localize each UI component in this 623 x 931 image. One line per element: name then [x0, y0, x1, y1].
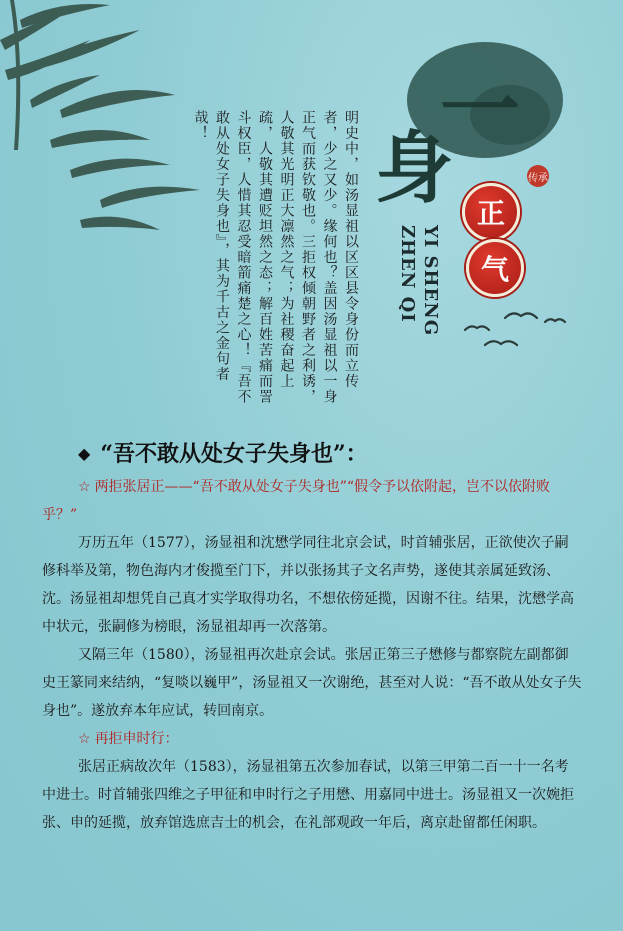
pinyin-line-1: YI SHENG	[420, 225, 441, 337]
section-heading-text: “吾不敢从处女子失身也”：	[100, 441, 368, 467]
intro-vertical-text	[189, 110, 361, 410]
paragraph-3: 张居正病故次年（1583），汤显祖第五次参加春试，以第三甲第二百一十一名考中进士。时首辅张四维之子甲征和申时行之子用懋、用嘉同中进士。汤显祖又一次婉拒张、申的延揽，放弃馆选庶吉士的机会，在礼部观政一年后，离京赴留都任闲职。	[42, 759, 574, 831]
subheading-first-refusal	[42, 473, 582, 529]
diamond-bullet-icon: ◆	[78, 444, 91, 463]
paragraph-1: 万历五年（1577），汤显祖和沈懋学同往北京会试，时首辅张居，正欲使次子嗣修科举及第，物色海内才俊揽至门下，并以张扬其子文名声势，遂使其亲属延致汤、沈。汤显祖却想凭自己真才实学取得功名，不想依傍延揽，因谢不往。结果，沈懋学高中状元，张嗣修为榜眼，汤显祖却再一次落第。	[42, 535, 574, 635]
small-seal-stamp: 传承	[527, 165, 549, 187]
title-char-shen: 身	[375, 123, 454, 214]
seal-zheng: 正	[462, 183, 520, 241]
paragraph-2: 又隔三年（1580），汤显祖再次赴京会试。张居正第三子懋修与都察院左副都御史王篆同来结纳，“复啖以巍甲”，汤显祖又一次谢绝，甚至对人说：“吾不敢从处女子失身也”。遂放弃本年应试，转回南京。	[42, 647, 582, 719]
birds-decoration	[455, 300, 575, 360]
intro-paragraph: 明史中，如汤显祖以区区县令身份而立传者，少之又少。缘何也？盖因汤显祖以一身正气而获钦敬也。三拒权倾朝野者之利诱，人敬其光明正大凛然之气；为社稷奋起上疏，人敬其遭贬坦然之态；解百姓苦痛而詈斗权臣，人惜其忍受暗箭痛楚之心！『吾不敢从处女子失身也』，其为千古之金句者哉！	[192, 110, 359, 405]
star-icon: ☆	[78, 479, 91, 495]
title-char-yi: 一	[440, 63, 520, 157]
subheading-first-refusal-text: 两拒张居正——“吾不敢从处女子失身也”“假令予以依附起，岂不以依附败乎？”	[42, 479, 551, 523]
article-content	[42, 473, 582, 837]
section-heading	[78, 437, 368, 468]
subheading-second-refusal-text: 再拒申时行：	[94, 731, 179, 747]
seal-qi: 气	[466, 239, 524, 297]
pinyin-line-2: ZHEN QI	[397, 225, 418, 323]
subheading-second-refusal	[42, 725, 582, 753]
star-icon: ☆	[78, 731, 91, 747]
